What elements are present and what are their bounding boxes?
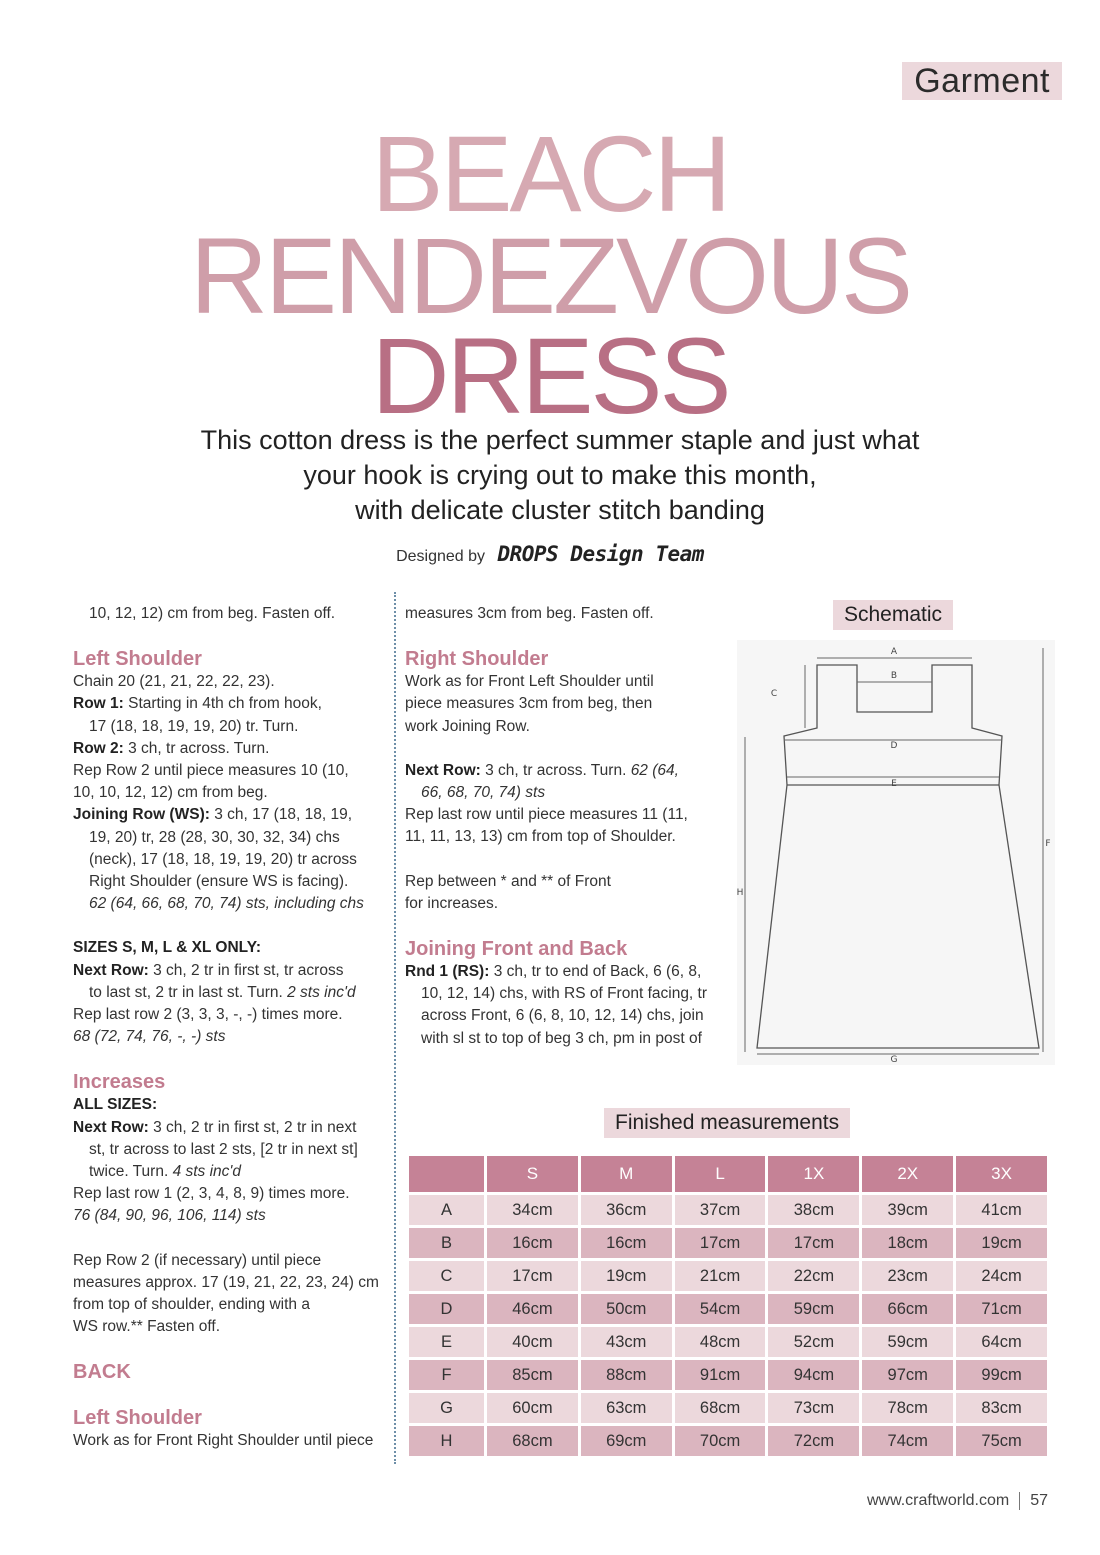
title-line-2: RENDEZVOUS [189, 215, 911, 336]
footer-separator [1019, 1492, 1020, 1510]
row-label: Next Row: [405, 761, 481, 779]
table-cell: 66cm [861, 1293, 955, 1326]
measurements-table [406, 1153, 1050, 1459]
text-line: WS row.** Fasten off. [73, 1318, 221, 1336]
table-row [408, 1392, 1049, 1425]
text-line: Rep last row 2 (3, 3, 3, -, -) times more. [73, 1006, 343, 1024]
table-cell: 68cm [673, 1392, 767, 1425]
table-cell: 85cm [486, 1359, 580, 1392]
text-line: 66, 68, 70, 74) sts [421, 784, 546, 802]
label-d: D [890, 741, 898, 751]
table-row [408, 1194, 1049, 1227]
table-cell: 64cm [955, 1326, 1049, 1359]
text-line [73, 960, 388, 982]
label-b: B [890, 671, 898, 681]
table-cell: 68cm [486, 1425, 580, 1458]
row-text: twice. Turn. [89, 1163, 173, 1181]
label-g: G [890, 1055, 898, 1065]
table-cell: 37cm [673, 1194, 767, 1227]
sizes-heading: ALL SIZES: [73, 1096, 158, 1114]
instructions-column-2 [405, 603, 725, 1050]
table-cell: 52cm [767, 1326, 861, 1359]
table-cell: 19cm [955, 1227, 1049, 1260]
table-header-cell: L [673, 1155, 767, 1194]
table-cell: 78cm [861, 1392, 955, 1425]
table-cell: 94cm [767, 1359, 861, 1392]
text-line [73, 982, 388, 1004]
row-text: 3 ch, tr across. Turn. [480, 761, 631, 779]
text-line: measures approx. 17 (19, 21, 22, 23, 24) cm [73, 1273, 379, 1291]
table-cell: 83cm [955, 1392, 1049, 1425]
column-divider [394, 592, 396, 1464]
table-row [408, 1359, 1049, 1392]
table-row [408, 1326, 1049, 1359]
designer-credit [0, 542, 1100, 566]
table-cell: 91cm [673, 1359, 767, 1392]
table-cell: 99cm [955, 1359, 1049, 1392]
row-text: 3 ch, tr to end of Back, 6 (6, 8, [489, 963, 702, 981]
text-line: Work as for Front Right Shoulder until piece [73, 1432, 374, 1450]
text-line: work Joining Row. [405, 717, 530, 735]
label-f: F [1045, 839, 1051, 849]
table-cell: B [408, 1227, 486, 1260]
table-cell: 16cm [579, 1227, 673, 1260]
text-line: 11, 11, 13, 13) cm from top of Shoulder. [405, 828, 676, 846]
footer-url[interactable]: www.craftworld.com [866, 1492, 1010, 1510]
table-cell: 17cm [767, 1227, 861, 1260]
table-cell: 74cm [861, 1425, 955, 1458]
section-heading: Joining Front and Back [405, 938, 628, 961]
row-label: Next Row: [73, 961, 149, 979]
text-line: piece measures 3cm from beg, then [405, 695, 653, 713]
row-text: 62 (64, [630, 761, 679, 779]
text-line: Work as for Front Left Shoulder until [405, 673, 654, 691]
text-line [73, 804, 388, 826]
row-label: Row 2: [73, 739, 124, 757]
section-heading: BACK [73, 1361, 131, 1384]
table-cell: D [408, 1293, 486, 1326]
table-row [408, 1293, 1049, 1326]
table-cell: 50cm [579, 1293, 673, 1326]
title-line-3: DRESS [371, 315, 729, 436]
instructions-column-1 [73, 603, 388, 1453]
table-cell: 19cm [579, 1260, 673, 1293]
table-header-cell [408, 1155, 486, 1194]
text-line: 76 (84, 90, 96, 106, 114) sts [73, 1207, 266, 1225]
row-text: 4 sts inc'd [172, 1163, 241, 1181]
table-cell: 34cm [486, 1194, 580, 1227]
subtitle-line: with delicate cluster stitch banding [355, 495, 765, 525]
table-cell: C [408, 1260, 486, 1293]
table-cell: 21cm [673, 1260, 767, 1293]
schematic-label: Schematic [833, 600, 953, 630]
text-line [73, 1161, 388, 1183]
section-heading: Left Shoulder [73, 1407, 202, 1430]
text-line: 10, 10, 12, 12) cm from beg. [73, 784, 268, 802]
text-line [405, 961, 725, 983]
text-line: (neck), 17 (18, 18, 19, 19, 20) tr across [89, 850, 357, 868]
table-cell: 22cm [767, 1260, 861, 1293]
row-text: 3 ch, 2 tr in first st, 2 tr in next [148, 1118, 357, 1136]
table-cell: A [408, 1194, 486, 1227]
text-line: with sl st to top of beg 3 ch, pm in post of [421, 1029, 702, 1047]
table-cell: 48cm [673, 1326, 767, 1359]
table-header-cell: 2X [861, 1155, 955, 1194]
text-line: Right Shoulder (ensure WS is facing). [89, 873, 349, 891]
text-line: across Front, 6 (6, 8, 10, 12, 14) chs, join [421, 1007, 704, 1025]
sizes-heading: SIZES S, M, L & XL ONLY: [73, 939, 262, 957]
table-cell: 59cm [767, 1293, 861, 1326]
table-cell: G [408, 1392, 486, 1425]
text-line: 19, 20) tr, 28 (28, 30, 30, 32, 34) chs [89, 828, 340, 846]
table-header-cell: 1X [767, 1155, 861, 1194]
text-line [73, 1117, 388, 1139]
table-cell: 16cm [486, 1227, 580, 1260]
text-line: 68 (72, 74, 76, -, -) sts [73, 1028, 226, 1046]
section-heading: Left Shoulder [73, 648, 202, 671]
row-text: 2 sts inc'd [287, 983, 356, 1001]
table-cell: 63cm [579, 1392, 673, 1425]
table-cell: 17cm [486, 1260, 580, 1293]
table-row [408, 1425, 1049, 1458]
text-line: measures 3cm from beg. Fasten off. [405, 605, 654, 622]
label-c: C [770, 689, 778, 699]
text-line: for increases. [405, 894, 499, 912]
table-cell: 23cm [861, 1260, 955, 1293]
text-line: 62 (64, 66, 68, 70, 74) sts, including chs [89, 895, 364, 913]
table-cell: 70cm [673, 1425, 767, 1458]
category-tag: Garment [902, 62, 1062, 100]
page-footer [867, 1492, 1048, 1510]
table-cell: 54cm [673, 1293, 767, 1326]
table-cell: 72cm [767, 1425, 861, 1458]
text-line [73, 738, 388, 760]
text-line: from top of shoulder, ending with a [73, 1296, 310, 1314]
table-header-cell: S [486, 1155, 580, 1194]
subtitle [80, 423, 1040, 528]
section-heading: Right Shoulder [405, 648, 549, 671]
table-cell: 73cm [767, 1392, 861, 1425]
label-e: E [891, 779, 897, 789]
text-line: 10, 12, 14) chs, with RS of Front facing, tr [421, 985, 708, 1003]
text-line: Rep between * and ** of Front [405, 872, 611, 890]
row-label: Joining Row (WS): [73, 806, 210, 824]
table-cell: 36cm [579, 1194, 673, 1227]
subtitle-line: This cotton dress is the perfect summer staple and just what [200, 425, 920, 455]
table-cell: 71cm [955, 1293, 1049, 1326]
table-cell: E [408, 1326, 486, 1359]
table-cell: 43cm [579, 1326, 673, 1359]
table-header-cell: M [579, 1155, 673, 1194]
text-line: 10, 12, 12) cm from beg. Fasten off. [89, 605, 336, 622]
table-cell: 18cm [861, 1227, 955, 1260]
label-a: A [890, 647, 898, 657]
finished-measurements-label: Finished measurements [604, 1108, 850, 1138]
text-line: Rep Row 2 until piece measures 10 (10, [73, 762, 349, 780]
table-cell: 75cm [955, 1425, 1049, 1458]
row-text: 3 ch, 17 (18, 18, 19, [209, 806, 353, 824]
table-cell: 41cm [955, 1194, 1049, 1227]
row-text: to last st, 2 tr in last st. Turn. [89, 983, 288, 1001]
schematic-background [737, 640, 1055, 1065]
schematic-diagram [737, 640, 1055, 1065]
table-cell: 88cm [579, 1359, 673, 1392]
table-cell: 38cm [767, 1194, 861, 1227]
designer-name: DROPS Design Team [497, 542, 704, 566]
row-text: 3 ch, 2 tr in first st, tr across [148, 961, 344, 979]
text-line: Rep last row until piece measures 11 (11, [405, 806, 688, 824]
table-cell: 60cm [486, 1392, 580, 1425]
text-line [73, 693, 388, 715]
row-text: Starting in 4th ch from hook, [123, 695, 322, 713]
text-line: Rep Row 2 (if necessary) until piece [73, 1251, 322, 1269]
table-cell: H [408, 1425, 486, 1458]
table-row [408, 1260, 1049, 1293]
subtitle-line: your hook is crying out to make this month, [303, 460, 817, 490]
text-line [405, 760, 725, 782]
table-cell: 24cm [955, 1260, 1049, 1293]
text-line: st, tr across to last 2 sts, [2 tr in next st] [89, 1140, 358, 1158]
label-h: H [737, 888, 744, 898]
table-cell: F [408, 1359, 486, 1392]
table-header-row [408, 1155, 1049, 1194]
table-row [408, 1227, 1049, 1260]
row-label: Rnd 1 (RS): [405, 963, 490, 981]
page-number: 57 [1030, 1492, 1048, 1510]
row-label: Next Row: [73, 1118, 149, 1136]
table-cell: 40cm [486, 1326, 580, 1359]
text-line: 17 (18, 18, 19, 19, 20) tr. Turn. [89, 717, 299, 735]
section-heading: Increases [73, 1071, 166, 1094]
title-line-1: BEACH [371, 113, 729, 234]
text-line: Rep last row 1 (2, 3, 4, 8, 9) times more. [73, 1185, 350, 1203]
table-cell: 17cm [673, 1227, 767, 1260]
designer-prefix: Designed by [396, 548, 486, 565]
table-cell: 39cm [861, 1194, 955, 1227]
row-text: 3 ch, tr across. Turn. [123, 739, 270, 757]
row-label: Row 1: [73, 695, 124, 713]
text-line: Chain 20 (21, 21, 22, 22, 23). [73, 673, 275, 691]
table-cell: 69cm [579, 1425, 673, 1458]
table-cell: 97cm [861, 1359, 955, 1392]
table-cell: 46cm [486, 1293, 580, 1326]
table-cell: 59cm [861, 1326, 955, 1359]
table-header-cell: 3X [955, 1155, 1049, 1194]
